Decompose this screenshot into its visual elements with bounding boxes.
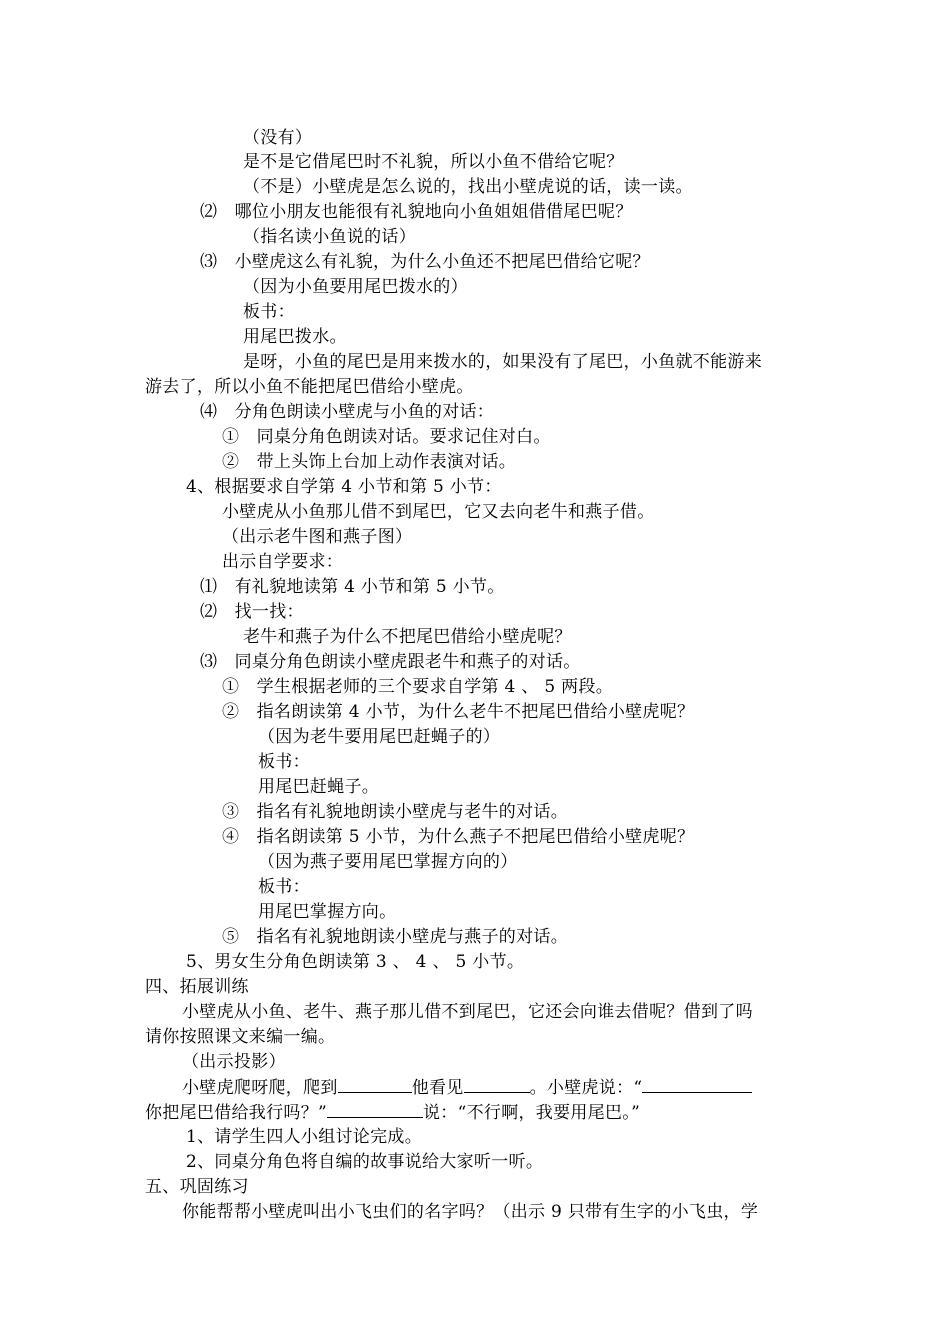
fill-in-text: 他看见 <box>411 1078 464 1098</box>
text-line: ⑤ 指名有礼貌地朗读小壁虎与燕子的对话。 <box>222 927 568 947</box>
text-line: ④ 指名朗读第 5 小节，为什么燕子不把尾巴借给小壁虎呢？ <box>222 827 695 847</box>
text-line: 出示自学要求： <box>222 552 344 572</box>
section-heading: 五、巩固练习 <box>145 1177 249 1197</box>
fill-in-blank <box>338 1076 412 1093</box>
fill-in-blank <box>464 1076 530 1093</box>
text-line: 用尾巴掌握方向。 <box>258 902 397 922</box>
text-line: 板书： <box>258 877 310 897</box>
text-line: ⑵ 哪位小朋友也能很有礼貌地向小鱼姐姐借借尾巴呢？ <box>200 202 633 222</box>
fill-in-text: 你把尾巴借给我行吗？” <box>145 1103 327 1123</box>
text-line: 1、请学生四人小组讨论完成。 <box>186 1127 423 1147</box>
text-line: ⑷ 分角色朗读小壁虎与小鱼的对话： <box>200 402 495 422</box>
text-line: ⑵ 找一找： <box>200 602 304 622</box>
text-line: （出示投影） <box>182 1052 286 1072</box>
text-line: 2、同桌分角色将自编的故事说给大家听一听。 <box>186 1152 544 1172</box>
text-line: 板书： <box>258 752 310 772</box>
text-line: ⑶ 同桌分角色朗读小壁虎跟老牛和燕子的对话。 <box>200 652 581 672</box>
text-line: （出示老牛图和燕子图） <box>222 527 413 547</box>
fill-in-text: 小壁虎爬呀爬，爬到 <box>182 1078 338 1098</box>
section-heading: 四、拓展训练 <box>145 977 249 997</box>
text-line: ② 带上头饰上台加上动作表演对话。 <box>222 452 517 472</box>
text-line: （因为燕子要用尾巴掌握方向的） <box>258 852 518 872</box>
text-line: ③ 指名有礼貌地朗读小壁虎与老牛的对话。 <box>222 802 568 822</box>
text-line: ⑶ 小壁虎这么有礼貌，为什么小鱼还不把尾巴借给它呢？ <box>200 252 650 272</box>
text-line: ⑴ 有礼貌地读第 4 小节和第 5 小节。 <box>200 577 505 597</box>
text-line: 小壁虎从小鱼那儿借不到尾巴，它又去向老牛和燕子借。 <box>222 502 655 522</box>
text-line: （没有） <box>243 128 313 148</box>
fill-in-line-1 <box>182 1076 752 1099</box>
text-line: （不是）小壁虎是怎么说的，找出小壁虎说的话，读一读。 <box>243 177 693 197</box>
text-line: 老牛和燕子为什么不把尾巴借给小壁虎呢？ <box>243 627 572 647</box>
text-line: 你能帮帮小壁虎叫出小飞虫们的名字吗？（出示 9 只带有生字的小飞虫，学 <box>182 1202 759 1222</box>
text-line: 是不是它借尾巴时不礼貌，所以小鱼不借给它呢？ <box>243 152 624 172</box>
text-line: 4、根据要求自学第 4 小节和第 5 小节： <box>186 477 502 497</box>
text-line: 是呀，小鱼的尾巴是用来拨水的，如果没有了尾巴，小鱼就不能游来 <box>243 352 762 372</box>
fill-in-line-2 <box>145 1101 640 1124</box>
text-line: ① 同桌分角色朗读对话。要求记住对白。 <box>222 427 551 447</box>
fill-in-text: 说：“不行啊，我要用尾巴。” <box>423 1103 641 1123</box>
text-line: ① 学生根据老师的三个要求自学第 4 、 5 两段。 <box>222 677 614 697</box>
text-line: 5、男女生分角色朗读第 3 、 4 、 5 小节。 <box>186 952 525 972</box>
fill-in-blank <box>327 1101 423 1118</box>
text-line: （因为老牛要用尾巴赶蝇子的） <box>258 727 501 747</box>
text-line: （因为小鱼要用尾巴拨水的） <box>243 277 468 297</box>
text-line: 请你按照课文来编一编。 <box>145 1027 336 1047</box>
fill-in-text: 。小壁虎说：“ <box>529 1078 643 1098</box>
text-line: 板书： <box>243 302 295 322</box>
text-line: 用尾巴赶蝇子。 <box>258 777 380 797</box>
fill-in-blank <box>642 1076 752 1093</box>
text-line: 游去了，所以小鱼不能把尾巴借给小壁虎。 <box>145 377 474 397</box>
text-line: ② 指名朗读第 4 小节，为什么老牛不把尾巴借给小壁虎呢？ <box>222 702 695 722</box>
text-line: 用尾巴拨水。 <box>243 327 347 347</box>
text-line: 小壁虎从小鱼、老牛、燕子那儿借不到尾巴，它还会向谁去借呢？借到了吗 <box>182 1002 753 1022</box>
text-line: （指名读小鱼说的话） <box>243 227 416 247</box>
